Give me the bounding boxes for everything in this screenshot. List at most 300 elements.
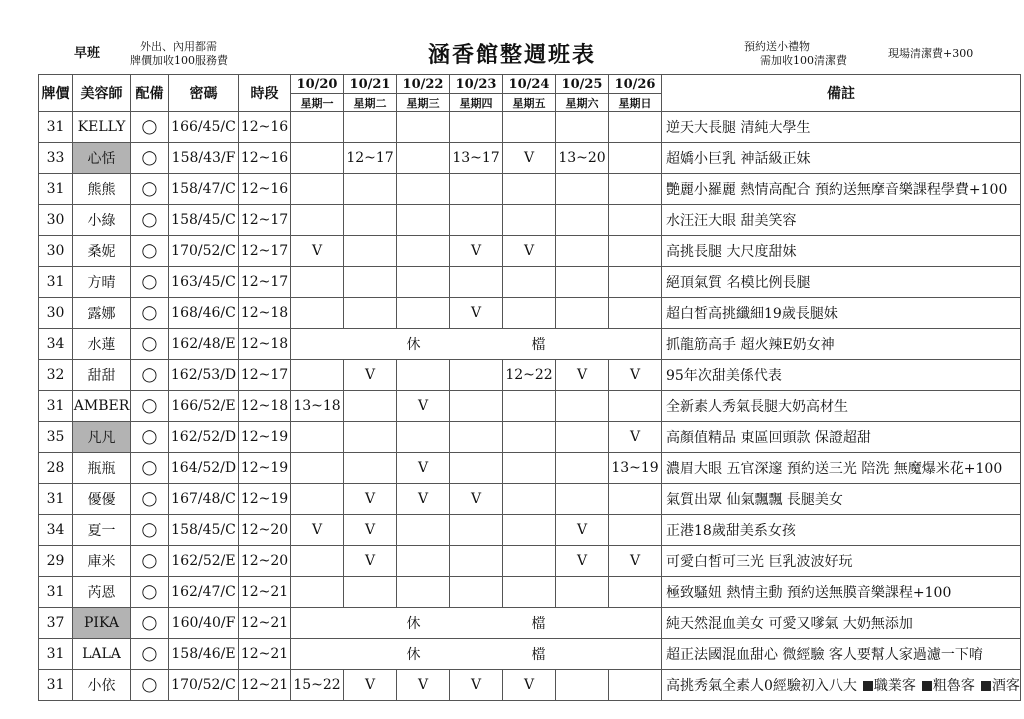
time-cell: 12~19 [239,422,291,453]
legend-label: 職業客 [873,678,916,694]
day-cell [609,236,662,267]
time-cell: 12~18 [239,329,291,360]
time-cell: 12~17 [239,360,291,391]
cleaning-fee-note: 需加收100清潔費 [760,54,847,67]
table-row [39,422,1021,453]
price-cell: 30 [39,205,73,236]
day-cell [609,670,662,701]
code-cell: 170/52/C [169,236,239,267]
note-cell [662,422,1021,453]
equip-circle-icon: ◯ [131,453,169,484]
day-cell [344,577,397,608]
day-cell [291,422,344,453]
rest-char: 檔 [531,337,546,353]
day-cell [503,205,556,236]
stylist-name: 芮恩 [73,577,131,608]
price-cell: 31 [39,174,73,205]
rest-label [291,644,661,664]
day-cell: 15~22 [291,670,344,701]
table-row [39,360,1021,391]
code-cell: 167/48/C [169,484,239,515]
note-text: 濃眉大眼 五官深邃 預約送三光 陪洗 無魔爆米花+100 [666,461,1003,477]
day-cell: V [450,484,503,515]
stylist-name: 庫米 [73,546,131,577]
day-cell [397,236,450,267]
stylist-name: 凡凡 [73,422,131,453]
note-cell [662,329,1021,360]
rest-char: 檔 [531,647,546,663]
col-notes: 備註 [662,75,1021,112]
day-cell [291,360,344,391]
table-row [39,608,1021,639]
col-stylist: 美容師 [73,75,131,112]
day-cell: 13~18 [291,391,344,422]
table-row [39,577,1021,608]
note-text: 超嬌小巨乳 神話級正妹 [666,151,811,167]
shift-label: 早班 [74,46,101,61]
day-cell [397,577,450,608]
day-cell [503,174,556,205]
col-weekday: 星期六 [556,94,609,112]
time-cell: 12~20 [239,515,291,546]
note-text: 抓龍筋高手 超火辣E奶女神 [666,337,835,353]
note-text: 全新素人秀氣長腿大奶高材生 [666,399,848,415]
code-cell: 164/52/D [169,453,239,484]
day-cell [344,391,397,422]
legend-regular [922,678,975,694]
day-cell [450,546,503,577]
code-cell: 158/47/C [169,174,239,205]
equip-circle-icon: ◯ [131,174,169,205]
code-cell: 170/52/C [169,670,239,701]
col-code: 密碼 [169,75,239,112]
equip-circle-icon: ◯ [131,639,169,670]
table-row [39,298,1021,329]
day-cell [503,298,556,329]
stylist-name: AMBER [73,391,131,422]
rest-char: 休 [406,616,421,632]
col-date: 10/25 [556,75,609,94]
time-cell: 12~16 [239,174,291,205]
code-cell: 163/45/C [169,267,239,298]
col-weekday: 星期四 [450,94,503,112]
code-cell: 158/46/E [169,639,239,670]
day-cell [503,391,556,422]
day-cell [291,143,344,174]
price-cell: 31 [39,391,73,422]
code-cell: 162/52/D [169,422,239,453]
time-cell: 12~17 [239,205,291,236]
day-cell [291,112,344,143]
day-cell [609,174,662,205]
day-cell [503,577,556,608]
note-text: 高顏值精品 東區回頭款 保證超甜 [666,430,871,446]
day-cell [450,174,503,205]
day-cell [344,174,397,205]
day-cell [556,577,609,608]
day-cell [397,298,450,329]
equip-circle-icon: ◯ [131,422,169,453]
time-cell: 12~18 [239,391,291,422]
day-cell [503,112,556,143]
note-cell [662,298,1021,329]
code-cell: 162/52/E [169,546,239,577]
price-cell: 34 [39,329,73,360]
day-cell: V [344,515,397,546]
equip-circle-icon: ◯ [131,608,169,639]
service-fee-note: 牌價加收100服務費 [130,54,228,67]
code-cell: 160/40/F [169,608,239,639]
note-text: 水汪汪大眼 甜美笑容 [666,213,797,229]
col-date: 10/20 [291,75,344,94]
day-cell [503,267,556,298]
rest-cell [291,639,662,670]
note-text: 氣質出眾 仙氣飄飄 長腿美女 [666,492,843,508]
note-cell [662,515,1021,546]
day-cell: V [503,670,556,701]
day-cell [609,205,662,236]
day-cell: 12~17 [344,143,397,174]
day-cell: V [556,360,609,391]
day-cell [556,391,609,422]
note-text: 超正法國混血甜心 微經驗 客人要幫人家過濾一下唷 [666,647,983,663]
note-cell [662,453,1021,484]
col-date: 10/26 [609,75,662,94]
day-cell: V [291,236,344,267]
note-text: 純天然混血美女 可愛又嗲氣 大奶無添加 [666,616,913,632]
time-cell: 12~21 [239,670,291,701]
day-cell: V [344,360,397,391]
day-cell [450,360,503,391]
rest-char: 檔 [531,616,546,632]
day-cell: V [503,143,556,174]
stylist-name: PIKA [73,608,131,639]
day-cell: V [609,422,662,453]
col-date: 10/24 [503,75,556,94]
day-cell: V [344,670,397,701]
day-cell [397,205,450,236]
day-cell [556,205,609,236]
day-cell [291,546,344,577]
stylist-name: 熊熊 [73,174,131,205]
price-cell: 31 [39,267,73,298]
code-cell: 158/43/F [169,143,239,174]
day-cell [397,174,450,205]
day-cell [556,112,609,143]
day-cell [503,422,556,453]
table-row [39,174,1021,205]
code-cell: 162/53/D [169,360,239,391]
day-cell [556,267,609,298]
equip-circle-icon: ◯ [131,298,169,329]
price-cell: 28 [39,453,73,484]
outside-note: 外出、內用都需 [140,40,217,53]
note-cell [662,267,1021,298]
col-equip: 配備 [131,75,169,112]
table-row [39,670,1021,701]
note-cell [662,670,1021,701]
price-cell: 33 [39,143,73,174]
stylist-name: 瓶瓶 [73,453,131,484]
equip-circle-icon: ◯ [131,205,169,236]
note-text: 艷麗小羅麗 熱情高配合 預約送無摩音樂課程學費+100 [666,182,1008,198]
legend-box-icon [981,681,991,691]
stylist-name: 露娜 [73,298,131,329]
code-cell: 168/46/C [169,298,239,329]
note-text: 超白皙高挑纖細19歲長腿妹 [666,306,838,322]
note-text: 極致騷妞 熱情主動 預約送無膜音樂課程+100 [666,585,952,601]
equip-circle-icon: ◯ [131,484,169,515]
time-cell: 12~21 [239,639,291,670]
legend-label: 酒客 [991,678,1020,694]
time-cell: 12~21 [239,608,291,639]
col-weekday: 星期日 [609,94,662,112]
day-cell: V [556,515,609,546]
gift-note: 預約送小禮物 [744,40,810,53]
table-row [39,329,1021,360]
table-row [39,112,1021,143]
note-text: 高挑長腿 大尺度甜妹 [666,244,797,260]
stylist-name: LALA [73,639,131,670]
day-cell [344,267,397,298]
day-cell [291,267,344,298]
day-cell [450,391,503,422]
schedule-body [39,112,1021,701]
code-cell: 162/47/C [169,577,239,608]
code-cell: 158/45/C [169,515,239,546]
time-cell: 12~19 [239,453,291,484]
day-cell [397,267,450,298]
table-row [39,236,1021,267]
rest-label [291,613,661,633]
day-cell: V [397,453,450,484]
note-text: 高挑秀氣全素人0經驗初入八大 [666,678,857,694]
day-cell [556,298,609,329]
stylist-name: 優優 [73,484,131,515]
note-cell [662,639,1021,670]
day-cell [450,422,503,453]
equip-circle-icon: ◯ [131,329,169,360]
day-cell [397,143,450,174]
time-cell: 12~20 [239,546,291,577]
note-cell [662,205,1021,236]
stylist-name: 夏一 [73,515,131,546]
note-cell [662,112,1021,143]
col-price: 牌價 [39,75,73,112]
day-cell: V [397,484,450,515]
equip-circle-icon: ◯ [131,112,169,143]
day-cell: V [397,391,450,422]
day-cell [503,515,556,546]
note-cell [662,174,1021,205]
price-cell: 34 [39,515,73,546]
note-cell [662,143,1021,174]
day-cell [450,577,503,608]
table-row [39,484,1021,515]
day-cell [556,174,609,205]
day-cell [450,112,503,143]
rest-char: 休 [406,647,421,663]
note-cell [662,577,1021,608]
note-cell [662,608,1021,639]
day-cell: V [609,546,662,577]
price-cell: 29 [39,546,73,577]
day-cell [397,546,450,577]
table-row [39,453,1021,484]
code-cell: 166/45/C [169,112,239,143]
day-cell: 13~17 [450,143,503,174]
col-weekday: 星期一 [291,94,344,112]
day-cell [556,422,609,453]
note-text: 絕頂氣質 名模比例長腿 [666,275,811,291]
code-cell: 158/45/C [169,205,239,236]
day-cell [556,236,609,267]
day-cell [344,453,397,484]
time-cell: 12~18 [239,298,291,329]
day-cell: V [503,236,556,267]
day-cell [291,484,344,515]
day-cell [291,205,344,236]
col-weekday: 星期二 [344,94,397,112]
day-cell [450,453,503,484]
time-cell: 12~21 [239,577,291,608]
day-cell: V [344,484,397,515]
day-cell: V [344,546,397,577]
day-cell: V [397,670,450,701]
col-date: 10/22 [397,75,450,94]
day-cell [450,267,503,298]
table-row [39,205,1021,236]
rest-cell [291,608,662,639]
equip-circle-icon: ◯ [131,577,169,608]
note-text: 正港18歲甜美系女孩 [666,523,796,539]
stylist-name: KELLY [73,112,131,143]
price-cell: 31 [39,577,73,608]
equip-circle-icon: ◯ [131,267,169,298]
legend-box-icon [863,681,873,691]
price-cell: 37 [39,608,73,639]
day-cell [344,112,397,143]
col-weekday: 星期三 [397,94,450,112]
note-cell [662,546,1021,577]
legend-drunk [981,678,1020,694]
table-row [39,143,1021,174]
day-cell [609,577,662,608]
price-cell: 35 [39,422,73,453]
day-cell [291,577,344,608]
price-cell: 32 [39,360,73,391]
time-cell: 12~17 [239,267,291,298]
day-cell [609,515,662,546]
day-cell: 13~19 [609,453,662,484]
day-cell [344,422,397,453]
day-cell: 12~22 [503,360,556,391]
day-cell [397,112,450,143]
price-cell: 31 [39,639,73,670]
equip-circle-icon: ◯ [131,236,169,267]
rest-cell [291,329,662,360]
day-cell: V [450,670,503,701]
stylist-name: 桑妮 [73,236,131,267]
day-cell [609,267,662,298]
day-cell [397,360,450,391]
day-cell [291,453,344,484]
day-cell: V [450,298,503,329]
col-date: 10/21 [344,75,397,94]
day-cell [291,174,344,205]
legend-box-icon [922,681,932,691]
day-cell [344,236,397,267]
note-cell [662,484,1021,515]
day-cell [344,298,397,329]
day-cell: V [291,515,344,546]
price-cell: 31 [39,670,73,701]
day-cell [450,515,503,546]
table-row [39,546,1021,577]
note-text: 95年次甜美係代表 [666,368,782,384]
note-cell [662,391,1021,422]
day-cell: V [450,236,503,267]
day-cell [503,453,556,484]
table-row [39,391,1021,422]
equip-circle-icon: ◯ [131,515,169,546]
legend-job [863,678,916,694]
stylist-name: 甜甜 [73,360,131,391]
table-row [39,515,1021,546]
rest-char: 休 [406,337,421,353]
onsite-fee-note: 現場清潔費+300 [888,47,974,60]
col-time: 時段 [239,75,291,112]
equip-circle-icon: ◯ [131,360,169,391]
day-cell [450,205,503,236]
day-cell [556,484,609,515]
day-cell [556,670,609,701]
legend-label: 粗魯客 [932,678,975,694]
stylist-name: 小綠 [73,205,131,236]
price-cell: 30 [39,236,73,267]
time-cell: 12~19 [239,484,291,515]
day-cell [397,515,450,546]
day-cell [291,298,344,329]
time-cell: 12~16 [239,143,291,174]
price-cell: 30 [39,298,73,329]
stylist-name: 心恬 [73,143,131,174]
page-title: 涵香館整週班表 [427,42,596,68]
day-cell: 13~20 [556,143,609,174]
day-cell: V [556,546,609,577]
day-cell [397,422,450,453]
day-cell [609,112,662,143]
col-weekday: 星期五 [503,94,556,112]
equip-circle-icon: ◯ [131,143,169,174]
day-cell [609,143,662,174]
table-row [39,639,1021,670]
equip-circle-icon: ◯ [131,670,169,701]
col-date: 10/23 [450,75,503,94]
day-cell [609,484,662,515]
code-cell: 166/52/E [169,391,239,422]
time-cell: 12~16 [239,112,291,143]
price-cell: 31 [39,484,73,515]
time-cell: 12~17 [239,236,291,267]
day-cell: V [609,360,662,391]
rest-label [291,334,661,354]
equip-circle-icon: ◯ [131,546,169,577]
note-cell [662,236,1021,267]
note-text: 逆天大長腿 清純大學生 [666,120,811,136]
equip-circle-icon: ◯ [131,391,169,422]
day-cell [503,546,556,577]
